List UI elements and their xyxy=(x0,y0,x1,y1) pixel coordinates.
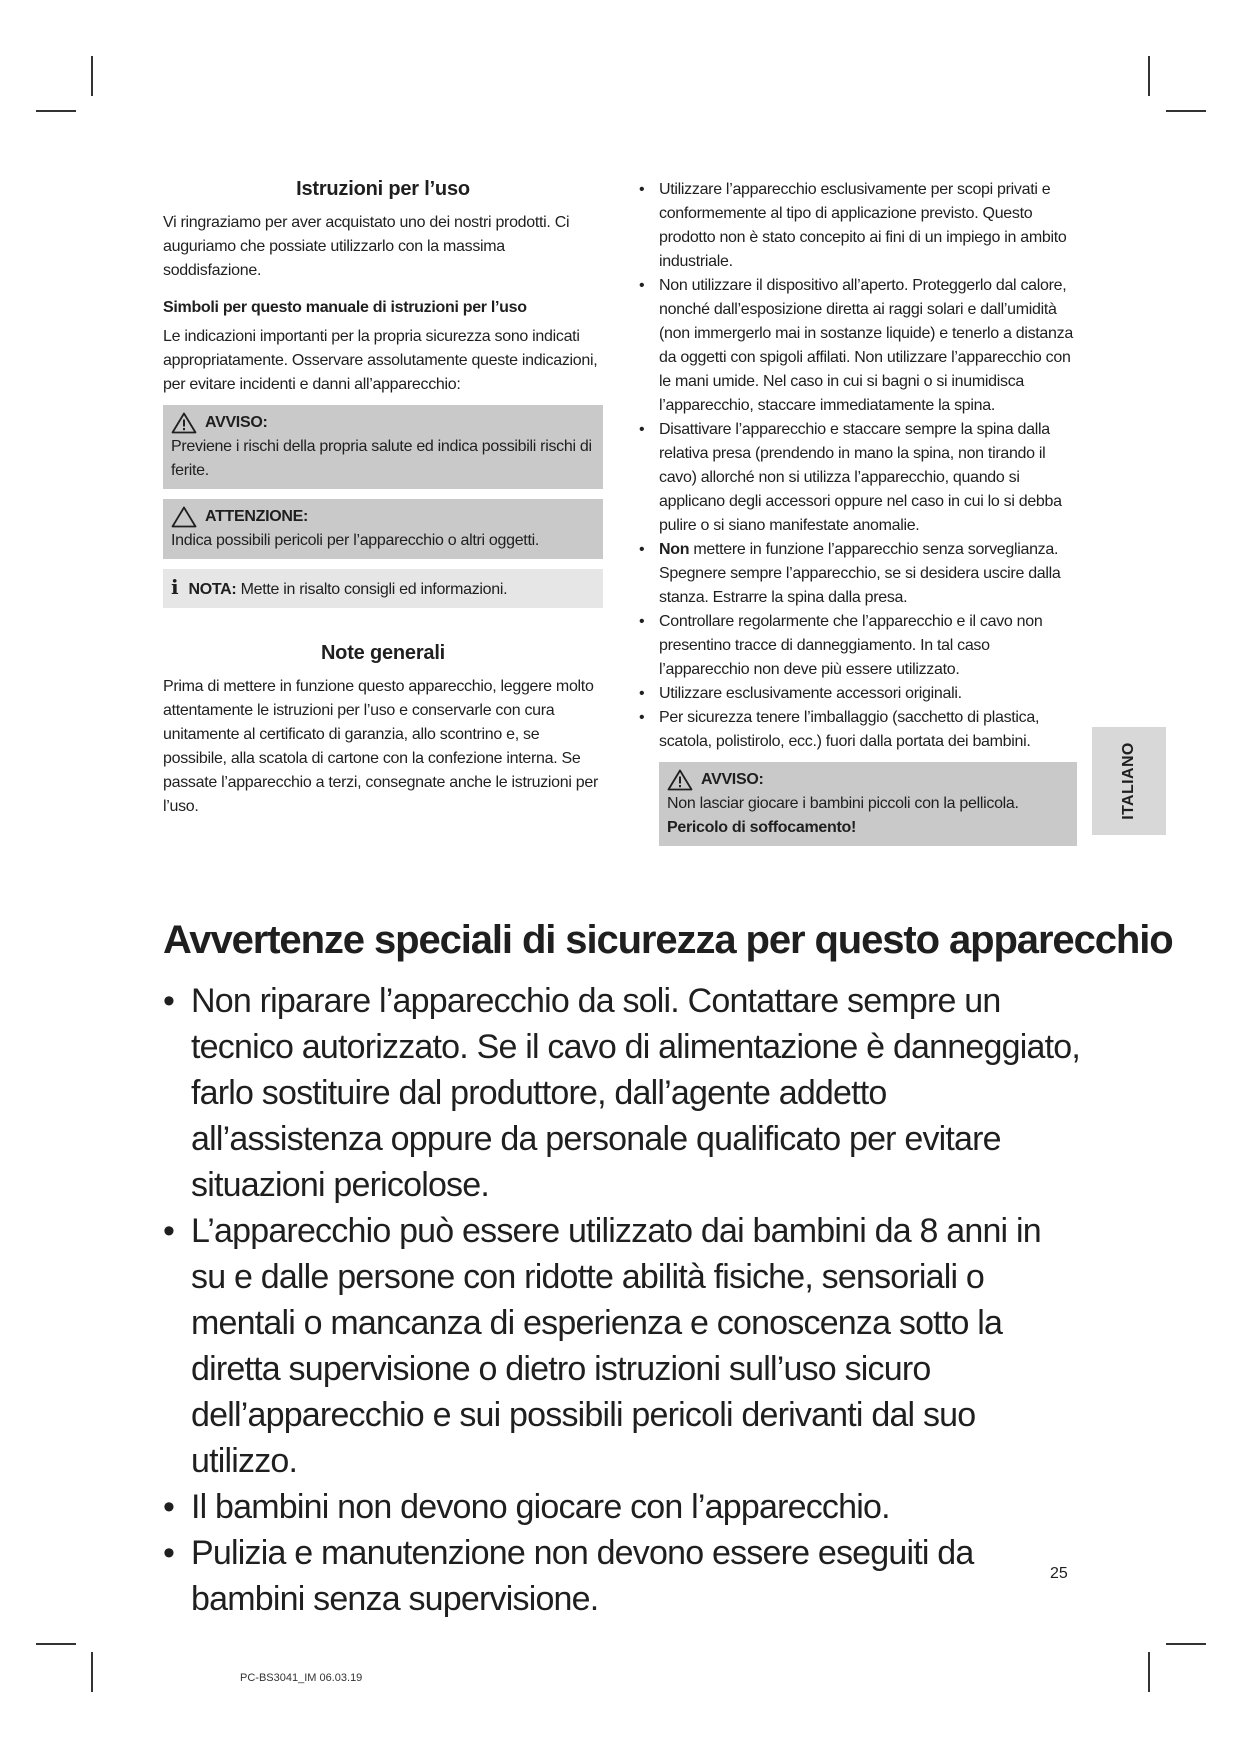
list-item: • Utilizzare esclusivamente accessori originali. xyxy=(637,682,1077,706)
warning-text: Non lasciar giocare i bambini piccoli con la pellicola. xyxy=(667,795,1019,812)
nota-label: NOTA: xyxy=(188,581,237,598)
caution-triangle-icon xyxy=(171,506,197,528)
list-item: • L’apparecchio può essere utilizzato dai bambini da 8 anni in su e dalle persone con ridotte abilità fisiche, sensoriali o mentali o mancanza di esperienza e conoscenza sotto la diretta supervisione o dietro istruzioni sull’uso sicuro dell’apparecchio e sui possibili pericoli derivanti dal suo utilizzo. xyxy=(163,1208,1083,1484)
special-safety-title: Avvertenze speciali di sicurezza per questo apparecchio xyxy=(163,918,1173,962)
info-icon: i xyxy=(171,575,179,599)
language-tab xyxy=(1092,727,1166,835)
warning-triangle-icon xyxy=(171,412,197,434)
general-title: Note generali xyxy=(320,642,446,664)
list-item: • Non riparare l’apparecchio da soli. Contattare sempre un tecnico autorizzato. Se il cavo di alimentazione è danneggiato, farlo sostituire dal produttore, dall’agente addetto all’assistenza oppure da personale qualificato per evitare situazioni pericolose. xyxy=(163,978,1083,1208)
list-item: • Pulizia e manutenzione non devono essere eseguiti da bambini senza supervisione. xyxy=(163,1530,1083,1622)
list-item-rest: mettere in funzione l’apparecchio senza sorveglianza. Spegnere sempre l’apparecchio, se si desidera uscire dalla stanza. Estrarre la spina dalla presa. xyxy=(659,541,1061,606)
crop-mark xyxy=(1148,56,1150,96)
symbols-heading: Simboli per questo manuale di istruzioni per l’uso xyxy=(163,299,527,316)
left-column xyxy=(163,178,603,819)
attenzione-text: Indica possibili pericoli per l’apparecchio o altri oggetti. xyxy=(171,532,539,549)
footer-code: PC-BS3041_IM 06.03.19 xyxy=(240,1672,363,1684)
crop-mark xyxy=(91,56,93,96)
list-item: • Controllare regolarmente che l’apparecchio e il cavo non presentino tracce di danneggiamento. In tal caso l’apparecchio non deve più essere utilizzato. xyxy=(637,610,1077,682)
special-safety-list xyxy=(163,978,1083,1622)
right-column xyxy=(637,178,1077,846)
page-number: 25 xyxy=(1050,1565,1068,1582)
crop-mark xyxy=(1148,1652,1150,1692)
crop-mark xyxy=(36,1643,76,1645)
nota-text: Mette in risalto consigli ed informazioni. xyxy=(240,581,508,598)
crop-mark xyxy=(91,1652,93,1692)
crop-mark xyxy=(1166,110,1206,112)
attenzione-box xyxy=(163,499,603,559)
list-item: • Non utilizzare il dispositivo all’aperto. Proteggerlo dal calore, nonché dall’esposizione diretta ai raggi solari e dall’umidità (non immergerlo mai in sostanze liquide) e tenerlo a distanza da oggetti con spigoli affilati. Non utilizzare l’apparecchio con le mani umide. Nel caso in cui si bagni o si inumidisca l’apparecchio, staccare immediatamente la spina. xyxy=(637,274,1077,418)
attenzione-label: ATTENZIONE: xyxy=(205,508,309,525)
nota-box xyxy=(163,569,603,608)
general-text: Prima di mettere in funzione questo apparecchio, leggere molto attentamente le istruzioni per l’uso e conservarle con cura unitamente al certificato di garanzia, allo scontrino e, se possibile, alla scatola di cartone con la confezione interna. Se passate l’apparecchio a terzi, consegnate anche le istruzioni per l’uso. xyxy=(163,678,598,815)
avviso-box xyxy=(163,405,603,489)
symbols-text: Le indicazioni importanti per la propria sicurezza sono indicati appropriatamente. Osservare assolutamente queste indicazioni, per evitare incidenti e danni all’apparecchio: xyxy=(163,328,598,393)
warning-triangle-icon xyxy=(667,769,693,791)
language-label: ITALIANO xyxy=(1120,742,1137,820)
list-item: • Il bambini non devono giocare con l’apparecchio. xyxy=(163,1484,1083,1530)
crop-mark xyxy=(36,110,76,112)
avviso-text: Previene i rischi della propria salute ed indica possibili rischi di ferite. xyxy=(171,438,592,479)
warning-bold-text: Pericolo di soffocamento! xyxy=(667,819,856,836)
intro-text: Vi ringraziamo per aver acquistato uno dei nostri prodotti. Ci auguriamo che possiate utilizzarlo con la massima soddisfazione. xyxy=(163,214,570,279)
bold-non: Non xyxy=(659,541,690,558)
safety-list xyxy=(637,178,1077,754)
list-item xyxy=(637,538,1077,610)
page-title: Istruzioni per l’uso xyxy=(296,178,470,200)
packaging-warning-box xyxy=(659,762,1077,846)
list-item: • Per sicurezza tenere l’imballaggio (sacchetto di plastica, scatola, polistirolo, ecc.) fuori dalla portata dei bambini. xyxy=(637,706,1077,754)
list-item: • Utilizzare l’apparecchio esclusivamente per scopi privati e conformemente al tipo di applicazione previsto. Questo prodotto non è stato concepito ai fini di un impiego in ambito industriale. xyxy=(637,178,1077,274)
avviso-label: AVVISO: xyxy=(205,414,268,431)
warning-label: AVVISO: xyxy=(701,771,764,788)
crop-mark xyxy=(1166,1643,1206,1645)
list-item: • Disattivare l’apparecchio e staccare sempre la spina dalla relativa presa (prendendo in mano la spina, non tirando il cavo) allorché non si utilizza l’apparecchio, quando si applicano degli accessori oppure nel caso in cui lo si debba pulire o si siano manifestate anomalie. xyxy=(637,418,1077,538)
